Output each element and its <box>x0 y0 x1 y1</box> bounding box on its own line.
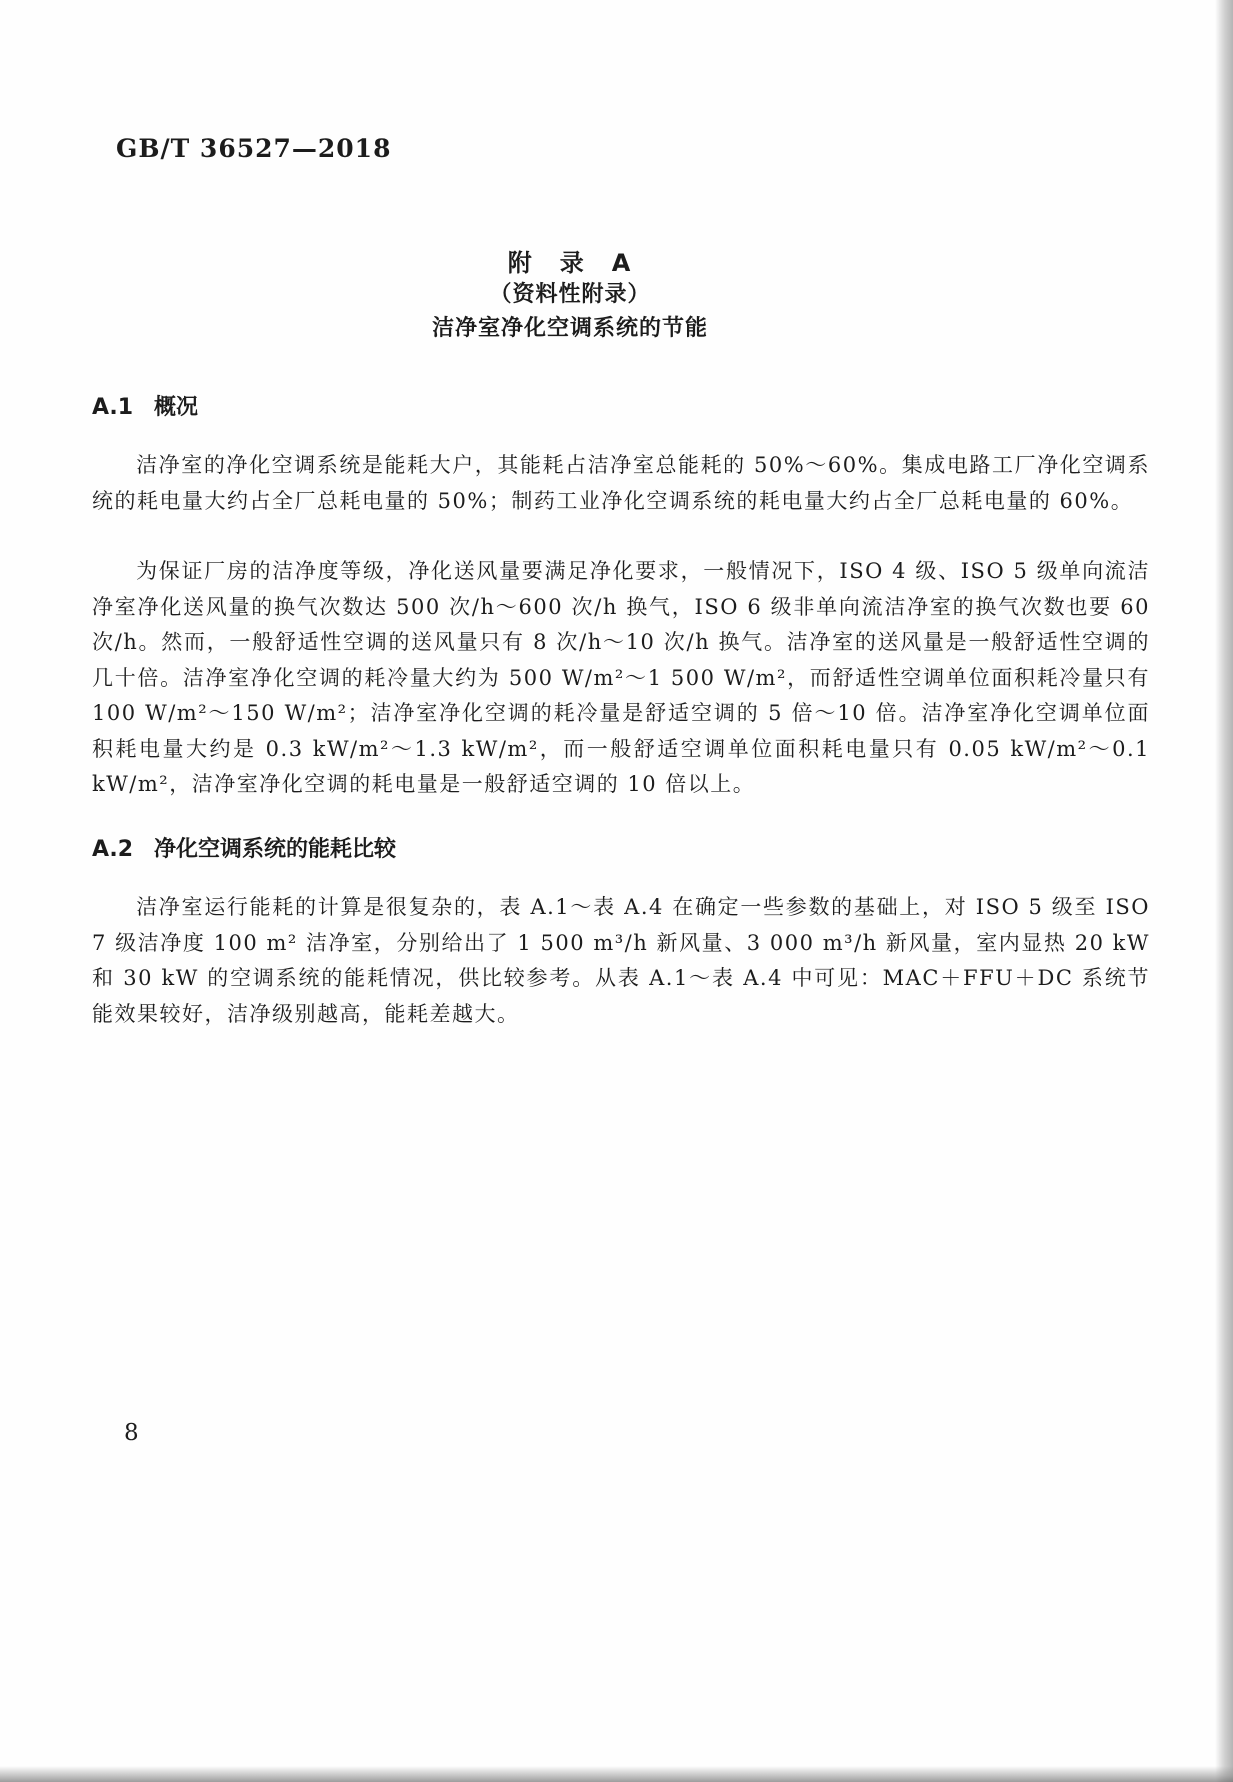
standard-number-header: GB/T 36527—2018 <box>116 134 392 163</box>
page-number: 8 <box>124 1420 139 1446</box>
scan-edge-right <box>1215 0 1233 1782</box>
appendix-subtitle: （资料性附录） <box>489 282 651 307</box>
section-a2-title: 净化空调系统的能耗比较 <box>154 837 397 862</box>
section-a1-number: A.1 <box>92 395 134 420</box>
appendix-section-name: 洁净室净化空调系统的节能 <box>431 316 708 341</box>
paragraph-a1-2: 为保证厂房的洁净度等级，净化送风量要满足净化要求，一般情况下，ISO 4 级、ISO 5 级单向流洁净室净化送风量的换气次数达 500 次/h～600 次/h 换气，ISO 6 级非单向流洁净室的换气次数也要 60 次/h。然而，一般舒适性空调的送风量只有 8 次/h～10 次/h 换气。洁净室的送风量是一般舒适性空调的几十倍。洁净室净化空调的耗冷量大约为 500 W/m²～1 500 W/m²，而舒适性空调单位面积耗冷量只有 100 W/m²～150 W/m²；洁净室净化空调的耗冷量是舒适空调的 5 倍～10 倍。洁净室净化空调单位面积耗电量大约是 0.3 kW/m²～1.3 kW/m²，而一般舒适空调单位面积耗电量只有 0.05 kW/m²～0.1 kW/m²，洁净室净化空调的耗电量是一般舒适空调的 10 倍以上。 <box>92 559 1150 796</box>
appendix-title: 附 录 A <box>507 249 633 277</box>
paragraph-a2-1: 洁净室运行能耗的计算是很复杂的，表 A.1～表 A.4 在确定一些参数的基础上，对 ISO 5 级至 ISO 7 级洁净度 100 m² 洁净室，分别给出了 1 500 m³/h 新风量、3 000 m³/h 新风量，室内显热 20 kW 和 30 kW 的空调系统的能耗情况，供比较参考。从表 A.1～表 A.4 中可见：MAC＋FFU＋DC 系统节能效果较好，洁净级别越高，能耗差越大。 <box>92 895 1150 1026</box>
section-a1-title: 概况 <box>154 395 199 420</box>
section-a2-number: A.2 <box>92 837 134 862</box>
scan-edge-bottom <box>0 1766 1233 1782</box>
section-a1-heading <box>92 390 198 421</box>
paragraph-a1-1: 洁净室的净化空调系统是能耗大户，其能耗占洁净室总能耗的 50%～60%。集成电路工厂净化空调系统的耗电量大约占全厂总耗电量的 50%；制药工业净化空调系统的耗电量大约占全厂总耗电量的 60%。 <box>92 453 1150 513</box>
section-a2-heading <box>92 832 396 863</box>
